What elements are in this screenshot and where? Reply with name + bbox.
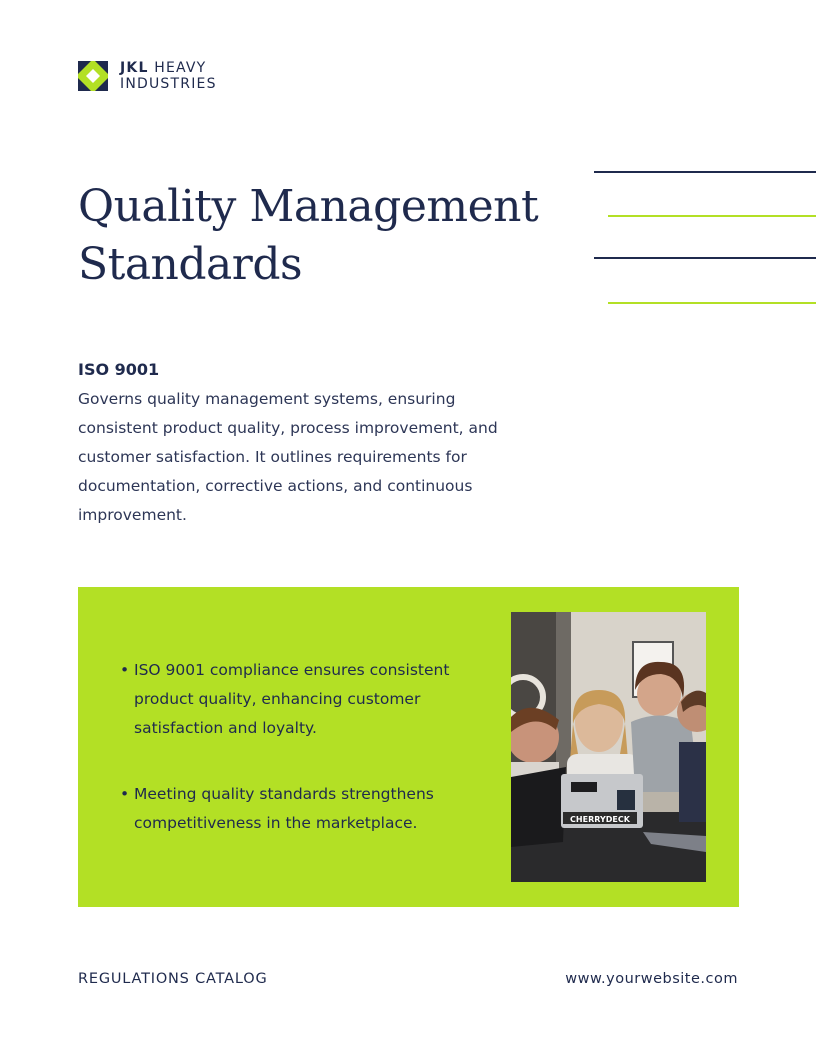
logo-name-line2: INDUSTRIES — [120, 76, 217, 92]
logo-mark-icon — [78, 61, 108, 91]
team-photo — [511, 612, 706, 882]
logo-name-strong: JKL — [120, 60, 149, 76]
decorative-line-4 — [608, 302, 816, 304]
bullet-icon: • — [120, 785, 130, 803]
bullet-icon: • — [120, 661, 130, 679]
list-item-text: Meeting quality standards strengthens competitiveness in the marketplace. — [134, 785, 434, 832]
logo-wordmark — [120, 60, 217, 92]
company-logo — [78, 60, 217, 92]
list-item-text: ISO 9001 compliance ensures consistent product quality, enhancing customer satisfaction and loyalty. — [134, 661, 450, 737]
section-heading: ISO 9001 — [78, 360, 160, 379]
team-photo-illustration — [511, 612, 706, 882]
decorative-line-2 — [608, 215, 816, 217]
highlight-list — [120, 656, 480, 875]
section-body: Governs quality management systems, ensuring consistent product quality, process improvement, and customer satisfaction. It outlines requirements for documentation, corrective actions, and continuous improvement. — [78, 390, 498, 524]
footer-website-link[interactable]: www.yourwebsite.com — [565, 971, 738, 987]
list-item — [120, 656, 480, 743]
decorative-line-1 — [594, 171, 816, 173]
page-title: Quality Management Standards — [78, 181, 539, 290]
logo-name-rest: HEAVY — [148, 60, 207, 76]
decorative-line-3 — [594, 257, 816, 259]
footer-catalog-label: REGULATIONS CATALOG — [78, 971, 268, 987]
list-item — [120, 780, 480, 838]
laptop-sticker-text: CHERRYDECK — [570, 815, 630, 824]
